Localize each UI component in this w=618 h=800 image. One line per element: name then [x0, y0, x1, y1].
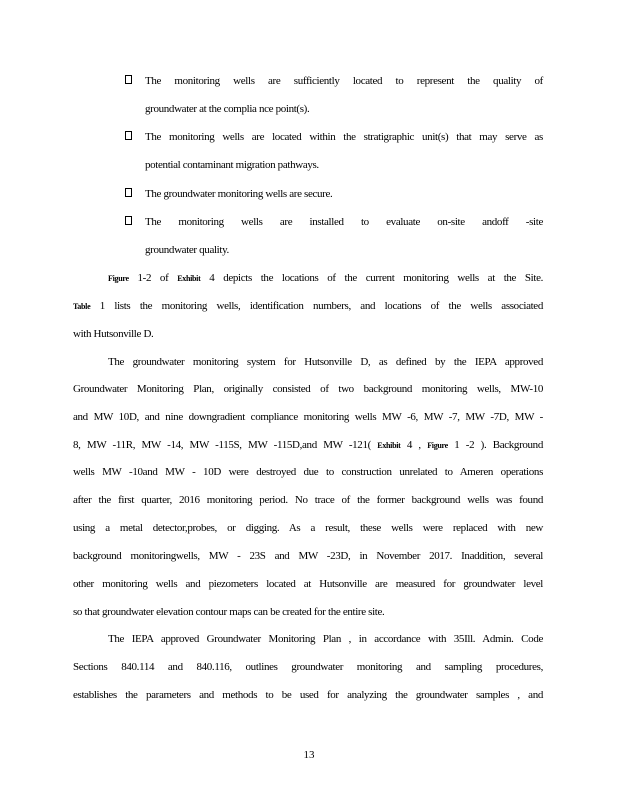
bullet-4-line-2: groundwater quality. [145, 244, 229, 256]
bullet-1-line-2: groundwater at the complia nce point(s). [145, 103, 310, 115]
system-para-line-6: after the first quarter, 2016 monitoring period. No trace of the former background wells was found [73, 494, 543, 506]
page-number: 13 [303, 749, 315, 761]
exhibit-link[interactable]: Exhibit [377, 441, 401, 450]
bullet-4-line-1: The monitoring wells are installed to evaluate on-site andoff -site [145, 216, 543, 228]
bullet-box-icon [125, 75, 132, 84]
bullet-box-icon [125, 216, 132, 225]
bullet-3-line-1: The groundwater monitoring wells are secure. [145, 188, 333, 200]
figure-para-line-3: with Hutsonville D. [73, 328, 154, 340]
bullet-2-line-2: potential contaminant migration pathways. [145, 159, 319, 171]
table-link[interactable]: Table [73, 302, 91, 311]
system-para-line-5: wells MW -10and MW - 10D were destroyed due to construction unrelated to Ameren operations [73, 466, 543, 478]
figure-link[interactable]: Figure [108, 274, 129, 283]
bullet-2-line-1: The monitoring wells are located within the stratigraphic unit(s) that may serve as [145, 131, 543, 143]
iepa-para-line-3: establishes the parameters and methods to be used for analyzing the groundwater samples , and [73, 689, 543, 701]
bullet-box-icon [125, 131, 132, 140]
system-para-line-2: Groundwater Monitoring Plan, originally consisted of two background monitoring wells, MW-10 [73, 383, 543, 395]
system-para-line-7: using a metal detector,probes, or digging. As a result, these wells were replaced with new [73, 522, 543, 534]
bullet-1-line-1: The monitoring wells are sufficiently located to represent the quality of [145, 75, 543, 87]
figure-para-line-1: Figure 1-2 of Exhibit 4 depicts the locations of the current monitoring wells at the Site. [108, 272, 543, 284]
iepa-para-line-1: The IEPA approved Groundwater Monitoring Plan , in accordance with 35Ill. Admin. Code [108, 633, 543, 645]
iepa-para-line-2: Sections 840.114 and 840.116, outlines groundwater monitoring and sampling procedures, [73, 661, 543, 673]
exhibit-link[interactable]: Exhibit [177, 274, 201, 283]
system-para-line-4: 8, MW -11R, MW -14, MW -115S, MW -115D,and MW -121( Exhibit 4 , Figure 1 -2 ). Background [73, 439, 543, 451]
bullet-box-icon [125, 188, 132, 197]
system-para-line-1: The groundwater monitoring system for Hutsonville D, as defined by the IEPA approved [108, 356, 543, 368]
system-para-line-8: background monitoringwells, MW - 23S and MW -23D, in November 2017. Inaddition, several [73, 550, 543, 562]
figure-link[interactable]: Figure [427, 441, 448, 450]
system-para-line-9: other monitoring wells and piezometers located at Hutsonville are measured for groundwater level [73, 578, 543, 590]
figure-para-line-2: Table 1 lists the monitoring wells, identification numbers, and locations of the wells associated [73, 300, 543, 312]
system-para-line-10: so that groundwater elevation contour maps can be created for the entire site. [73, 606, 385, 618]
system-para-line-3: and MW 10D, and nine downgradient compliance monitoring wells MW -6, MW -7, MW -7D, MW - [73, 411, 543, 423]
